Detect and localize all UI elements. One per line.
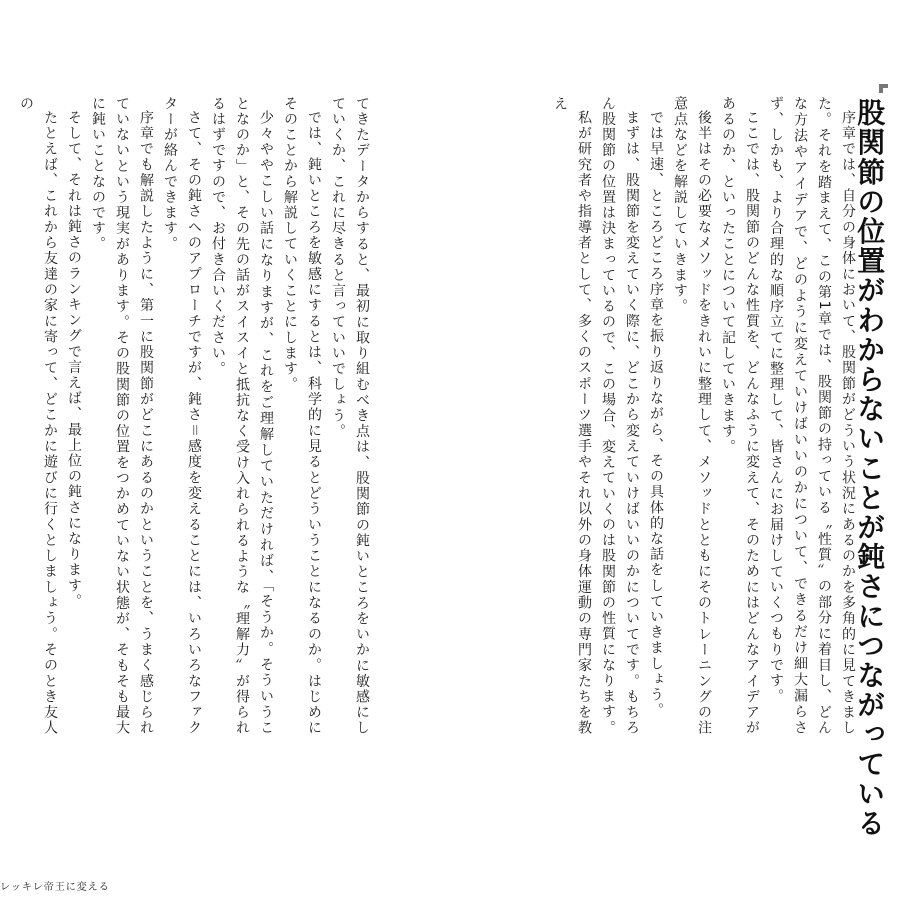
paragraph: たとえば、これから友達の家に寄って、どこかに遊びに行くとしましょう。そのとき友人の: [18, 96, 58, 736]
body-text-upper: [552, 96, 860, 736]
paragraph: 少々ややこしい話になりますが、これをご理解していただければ、「そうか。そういうことなのか」と、その先の話がスイスイと抵抗なく受け入れられるような〝理解力〟が得られるはずですので、お付き合いください。: [210, 96, 274, 736]
heading-marker-icon: [879, 84, 888, 93]
paragraph: ここでは、股関節のどんな性質を、どんなふうに変えて、そのためにはどんなアイデアがあるのか、といったことについて記していきます。: [720, 96, 760, 736]
paragraph: では、鈍いところを敏感にするとは、科学的に見るとどういうことになるのか。はじめにそのことから解説していくことにします。: [282, 96, 322, 736]
paragraph: 私が研究者や指導者として、多くのスポーツ選手やそれ以外の身体運動の専門家たちを教え: [552, 96, 592, 736]
section-heading: 股関節の位置がわからないことが鈍さにつながっている: [853, 98, 887, 838]
paragraph: 後半はその必要なメソッドをきれいに整理して、メソッドとともにそのトレーニングの注意点などを解説していきます。: [672, 96, 712, 736]
paragraph: そして、それは鈍さのランキングで言えば、最上位の鈍さになります。: [66, 110, 82, 610]
paragraph: 序章でも解説したように、第一に股関節がどこにあるのかということを、うまく感じられていないという現実があります。その股関節の位置をつかめていない状態が、そもそも最大に鈍いことなのです。: [90, 96, 154, 736]
paragraph: 序章では、自分の身体において、股関節がどういう状況にあるのかを多角的に見てきました。それを踏まえて、この第1章では、股関節の持っている〝性質〟の部分に着目し、どんな方法やアイデアで、どのように変えていけばいいのかについて、できるだけ細大漏らさず、しかも、より合理的な順序立てに整理して、皆さんにお届けしていくつもりです。: [768, 96, 856, 736]
paragraph: まずは、股関節を変えていく際に、どこから変えていけばいいのかについてです。もちろん股関節の位置は決まっているので、この場合、変えていくのは股関節の性質になります。: [600, 96, 640, 736]
body-text-lower: [14, 96, 374, 736]
running-footer: レッキレ帝王に変える: [0, 882, 110, 893]
paragraph: てきたデータからすると、最初に取り組むべき点は、股関節の鈍いところをいかに敏感にしていくか、これに尽きると言っていいでしょう。: [330, 96, 370, 736]
paragraph: さて、その鈍さへのアプローチですが、鈍さ＝感度を変えることには、いろいろなファクターが絡んできます。: [162, 96, 202, 736]
paragraph: では早速、ところどころ序章を振り返りながら、その具体的な話をしていきましょう。: [648, 110, 664, 719]
